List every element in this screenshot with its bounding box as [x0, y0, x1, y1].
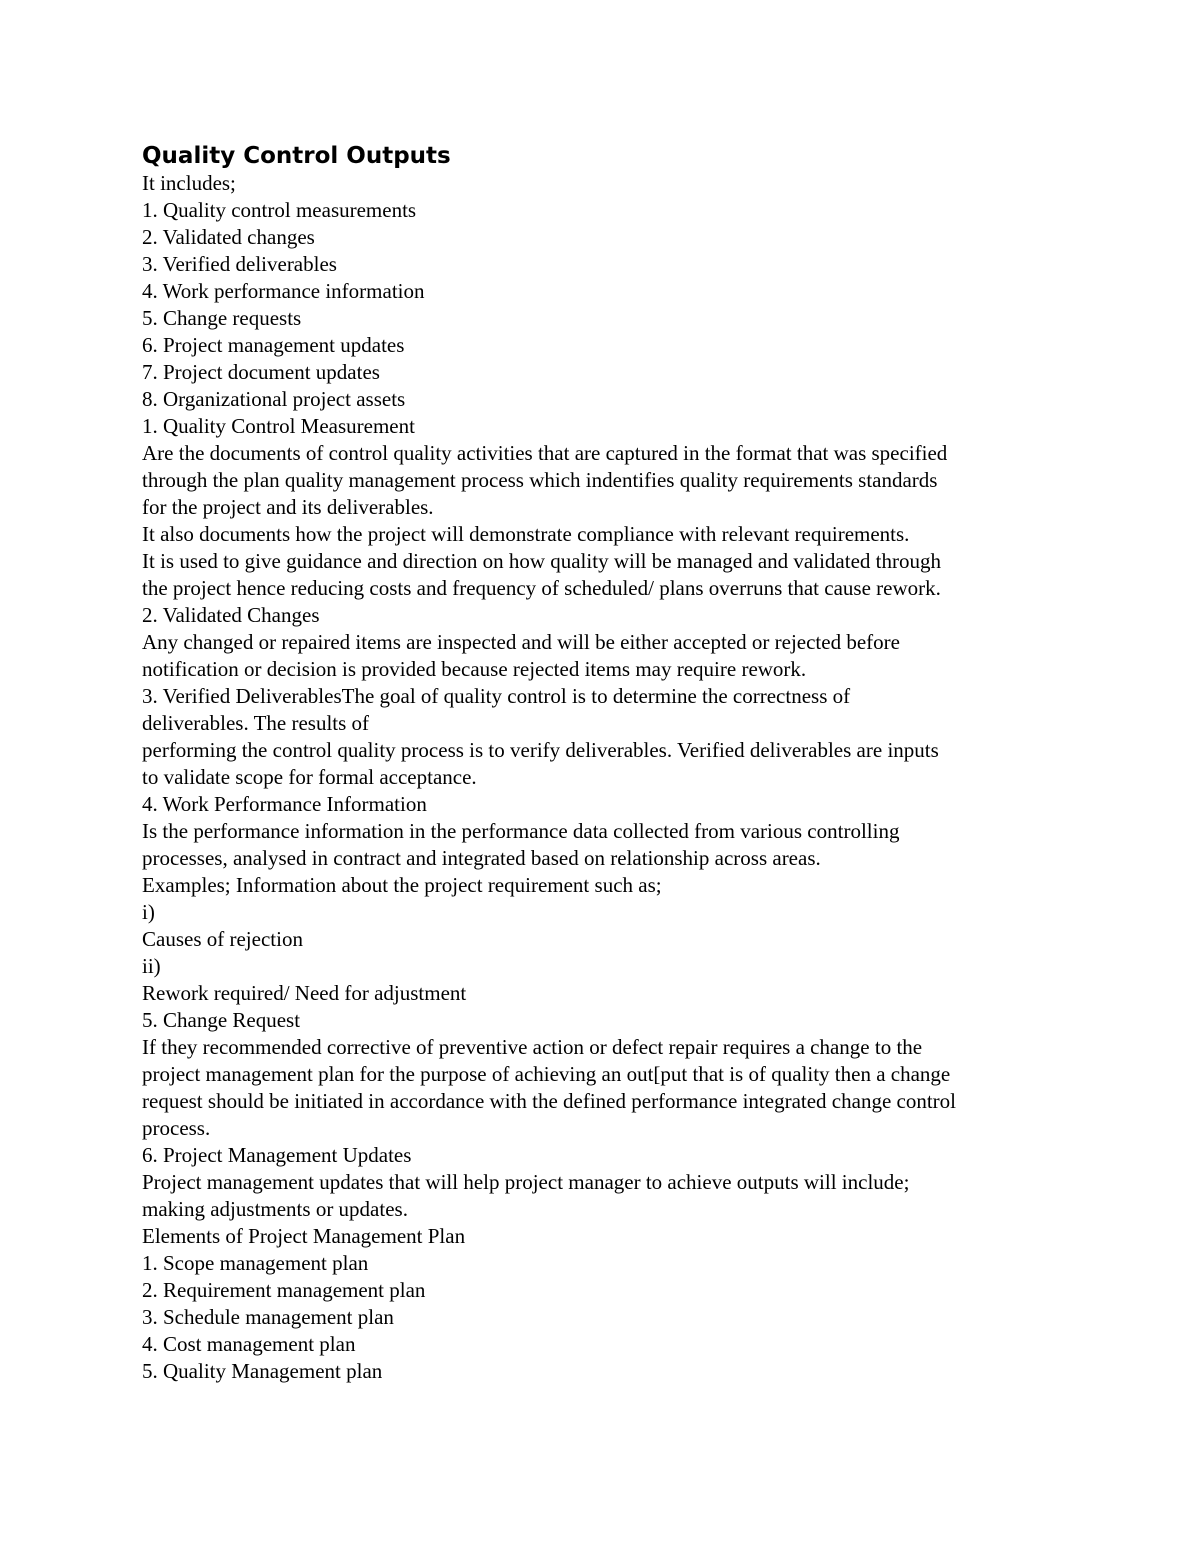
body-text-line: performing the control quality process is to verify deliverables. Verified deliverables are inputs	[142, 738, 939, 762]
list-item: 1. Scope management plan	[142, 1251, 369, 1275]
body-text-line: If they recommended corrective of preventive action or defect repair requires a change to the	[142, 1035, 923, 1059]
body-text-line: to validate scope for formal acceptance.	[142, 765, 477, 789]
document-content	[142, 142, 1062, 1385]
body-text-line: Are the documents of control quality activities that are captured in the format that was specified	[142, 441, 948, 465]
list-item: 4. Work performance information	[142, 279, 425, 303]
body-text-line: Project management updates that will help project manager to achieve outputs will include;	[142, 1170, 910, 1194]
body-text-line: for the project and its deliverables.	[142, 495, 434, 519]
body-text-line: Any changed or repaired items are inspected and will be either accepted or rejected before	[142, 630, 900, 654]
body-text-line: the project hence reducing costs and frequency of scheduled/ plans overruns that cause rework.	[142, 576, 941, 600]
body-text-line: request should be initiated in accordance with the defined performance integrated change control	[142, 1089, 956, 1113]
body-text-line: process.	[142, 1116, 211, 1140]
body-text-line: It also documents how the project will demonstrate compliance with relevant requirements.	[142, 522, 910, 546]
body-text-line: Is the performance information in the performance data collected from various controlling	[142, 819, 900, 843]
body-text-line: notification or decision is provided because rejected items may require rework.	[142, 657, 807, 681]
list-item: 3. Verified deliverables	[142, 252, 337, 276]
sub-list-item: Rework required/ Need for adjustment	[142, 981, 467, 1005]
list-item: 3. Schedule management plan	[142, 1305, 394, 1329]
body-text-line: project management plan for the purpose of achieving an out[put that is of quality then a change	[142, 1062, 951, 1086]
list-item: 1. Quality control measurements	[142, 198, 417, 222]
section-heading: Elements of Project Management Plan	[142, 1224, 466, 1248]
sub-list-marker: i)	[142, 900, 155, 924]
section-heading: 6. Project Management Updates	[142, 1143, 412, 1167]
sub-list-item: Causes of rejection	[142, 927, 303, 951]
list-item: 5. Change requests	[142, 306, 302, 330]
list-item: 2. Requirement management plan	[142, 1278, 426, 1302]
list-item: 7. Project document updates	[142, 360, 380, 384]
section-heading: 1. Quality Control Measurement	[142, 414, 415, 438]
body-text-line: It is used to give guidance and direction on how quality will be managed and validated through	[142, 549, 941, 573]
section-heading: 3. Verified DeliverablesThe goal of quality control is to determine the correctness of	[142, 684, 851, 708]
list-item: 4. Cost management plan	[142, 1332, 356, 1356]
body-text-line: making adjustments or updates.	[142, 1197, 408, 1221]
body-text-line: deliverables. The results of	[142, 711, 370, 735]
intro-line: It includes;	[142, 171, 236, 195]
list-item: 2. Validated changes	[142, 225, 315, 249]
list-item: 8. Organizational project assets	[142, 387, 406, 411]
sub-list-marker: ii)	[142, 954, 161, 978]
section-heading: 5. Change Request	[142, 1008, 301, 1032]
body-text-line: processes, analysed in contract and integrated based on relationship across areas.	[142, 846, 821, 870]
section-heading: 4. Work Performance Information	[142, 792, 427, 816]
page-title: Quality Control Outputs	[142, 143, 451, 169]
body-text-line: through the plan quality management process which indentifies quality requirements standards	[142, 468, 938, 492]
body-text-line: Examples; Information about the project requirement such as;	[142, 873, 662, 897]
list-item: 5. Quality Management plan	[142, 1359, 383, 1383]
list-item: 6. Project management updates	[142, 333, 405, 357]
section-heading: 2. Validated Changes	[142, 603, 320, 627]
